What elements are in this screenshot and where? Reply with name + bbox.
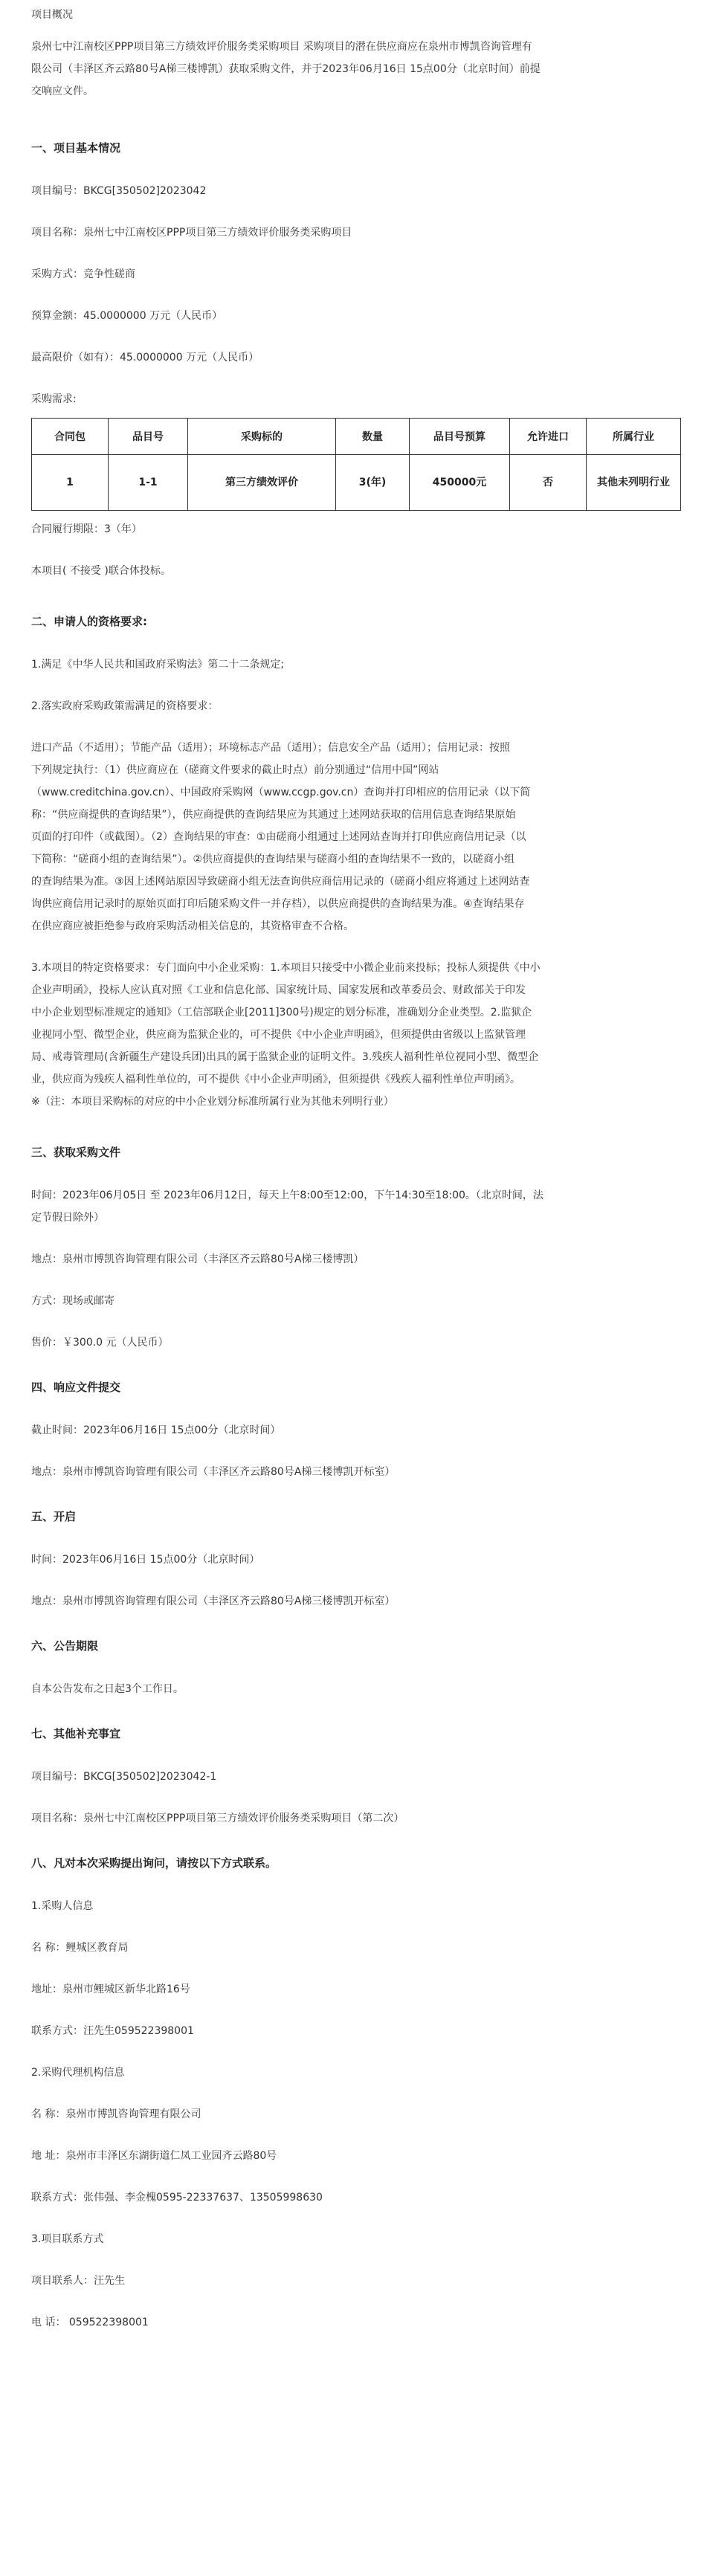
buyer-address: 地址：泉州市鲤城区新华北路16号	[31, 1983, 190, 1995]
agent-address: 地 址：泉州市丰泽区东湖街道仁凤工业园齐云路80号	[31, 2150, 277, 2162]
credit-line: 进口产品（不适用）；节能产品（适用）；环境标志产品（适用）；信息安全产品（适用）；信用记录：按照	[31, 742, 510, 754]
table-cell: 1-1	[109, 455, 188, 511]
obtain-time: 时间：2023年06月05日 至 2023年06月12日，每天上午8:00至12:00，下午14:30至18:00。（北京时间，法	[31, 1189, 543, 1201]
section-8-title: 八、凡对本次采购提出询问，请按以下方式联系。	[31, 1856, 277, 1870]
table-cell: 否	[510, 455, 587, 511]
credit-line: 下列规定执行：（1）供应商应在（磋商文件要求的截止时点）前分别通过“信用中国”网站	[31, 764, 439, 776]
project-number: 项目编号：BKCG[350502]2023042	[31, 185, 207, 197]
announcement-period: 自本公告发布之日起3个工作日。	[31, 1683, 184, 1695]
agent-name: 名 称：泉州市博凯咨询管理有限公司	[31, 2108, 201, 2120]
obtain-place: 地点：泉州市博凯咨询管理有限公司（丰泽区齐云路80号A梯三楼博凯）	[31, 1253, 364, 1265]
buyer-contact: 联系方式：汪先生059522398001	[31, 2025, 194, 2037]
sme-line: 中小企业划型标准规定的通知》（工信部联企业[2011]300号)规定的划分标准，准确划分企业类型。2.监狱企	[31, 1007, 532, 1019]
section-3-title: 三、获取采购文件	[31, 1146, 121, 1159]
sme-line: ※（注：本项目采购标的对应的中小企业划分标准所属行业为其他未列明行业）	[31, 1096, 394, 1108]
project-contact-phone: 电 话： 059522398001	[31, 2317, 149, 2328]
sme-line: 局、戒毒管理局(含新疆生产建设兵团)出具的属于监狱企业的证明文件。3.残疾人福利性单位视同小型、微型企	[31, 1051, 539, 1063]
col-header: 采购标的	[188, 419, 336, 455]
contract-term: 合同履行期限：3（年）	[31, 523, 142, 535]
credit-line: 页面的打印件（或截图）。（2）查询结果的审查：①由磋商小组通过上述网站查询并打印供应商信用记录（以	[31, 831, 526, 843]
overview-heading: 项目概况	[31, 9, 73, 21]
intro-line: 限公司（丰泽区齐云路80号A梯三楼博凯）获取采购文件，并于2023年06月16日 15点00分（北京时间）前提	[31, 63, 541, 75]
submission-deadline: 截止时间：2023年06月16日 15点00分（北京时间）	[31, 1424, 281, 1436]
qualification-2: 2.落实政府采购政策需满足的资格要求：	[31, 700, 219, 712]
max-price: 最高限价（如有）：45.0000000 万元（人民币）	[31, 352, 259, 364]
project-contact-heading: 3.项目联系方式	[31, 2233, 104, 2245]
opening-time: 时间：2023年06月16日 15点00分（北京时间）	[31, 1554, 260, 1566]
procurement-method: 采购方式：竞争性磋商	[31, 268, 135, 280]
obtain-time-cont: 定节假日除外）	[31, 1212, 104, 1224]
obtain-mode: 方式：现场或邮寄	[31, 1295, 114, 1307]
requirements-table	[31, 418, 681, 511]
consortium-note: 本项目( 不接受 )联合体投标。	[31, 565, 171, 577]
project-contact-person: 项目联系人：汪先生	[31, 2275, 125, 2287]
sme-requirement-paragraph	[31, 957, 700, 1113]
section-5-title: 五、开启	[31, 1510, 77, 1523]
section-4-title: 四、响应文件提交	[31, 1381, 121, 1394]
table-cell: 450000元	[410, 455, 510, 511]
sme-line: 业，供应商为残疾人福利性单位的，可不提供《中小企业声明函》，但须提供《残疾人福利性单位声明函》。	[31, 1074, 520, 1085]
buyer-heading: 1.采购人信息	[31, 1900, 94, 1912]
credit-line: 称：“供应商提供的查询结果”），供应商提供的查询结果应为其通过上述网站获取的信用信息查询结果原始	[31, 809, 516, 821]
intro-line: 交响应文件。	[31, 85, 94, 97]
col-header: 所属行业	[587, 419, 681, 455]
section-1-title: 一、项目基本情况	[31, 141, 121, 155]
sme-line: 3.本项目的特定资格要求：专门面向中小企业采购：1.本项目只接受中小微企业前来投标；投标人须提供《中小	[31, 962, 541, 974]
table-cell: 第三方绩效评价	[188, 455, 336, 511]
supplement-project-number: 项目编号：BKCG[350502]2023042-1	[31, 1771, 217, 1783]
intro-paragraph	[31, 36, 700, 103]
credit-line: （www.creditchina.gov.cn）、中国政府采购网（www.ccgp.gov.cn）查询并打印相应的信用记录（以下简	[31, 787, 531, 798]
table-cell: 其他未列明行业	[587, 455, 681, 511]
sme-line: 业视同小型、微型企业，供应商为监狱企业的，可不提供《中小企业声明函》，但须提供由省级以上监狱管理	[31, 1029, 526, 1041]
col-header: 允许进口	[510, 419, 587, 455]
announcement-page	[31, 0, 700, 2334]
section-7-title: 七、其他补充事宜	[31, 1727, 121, 1740]
section-2-title: 二、申请人的资格要求:	[31, 615, 147, 628]
section-6-title: 六、公告期限	[31, 1639, 99, 1653]
supplement-project-name: 项目名称：泉州七中江南校区PPP项目第三方绩效评价服务类采购项目（第二次）	[31, 1812, 404, 1824]
table-cell: 1	[32, 455, 109, 511]
buyer-name: 名 称：鲤城区教育局	[31, 1942, 129, 1954]
submission-place: 地点：泉州市博凯咨询管理有限公司（丰泽区齐云路80号A梯三楼博凯开标室）	[31, 1466, 396, 1478]
credit-line: 下简称：“磋商小组的查询结果”）。②供应商提供的查询结果与磋商小组的查询结果不一致的，以磋商小组	[31, 853, 515, 865]
credit-line: 询供应商信用记录时的原始页面打印后随采购文件一并存档），以供应商提供的查询结果为准。④查询结果存	[31, 898, 525, 910]
opening-place: 地点：泉州市博凯咨询管理有限公司（丰泽区齐云路80号A梯三楼博凯开标室）	[31, 1595, 396, 1607]
intro-line: 泉州七中江南校区PPP项目第三方绩效评价服务类采购项目 采购项目的潜在供应商应在泉州市博凯咨询管理有	[31, 41, 532, 53]
document-price: 售价：￥300.0 元（人民币）	[31, 1337, 169, 1349]
table-header-row	[32, 419, 681, 455]
requirements-label: 采购需求:	[31, 393, 77, 405]
credit-record-paragraph	[31, 737, 700, 937]
agent-heading: 2.采购代理机构信息	[31, 2067, 125, 2079]
col-header: 合同包	[32, 419, 109, 455]
table-cell: 3(年)	[336, 455, 410, 511]
sme-line: 企业声明函》，投标人应认真对照《工业和信息化部、国家统计局、国家发展和改革委员会、财政部关于印发	[31, 984, 526, 996]
credit-line: 的查询结果为准。③因上述网站原因导致磋商小组无法查询供应商信用记录的（磋商小组应将通过上述网站查	[31, 876, 530, 888]
table-row	[32, 455, 681, 511]
agent-contact: 联系方式：张伟强、李金槐0595-22337637、13505998630	[31, 2192, 323, 2204]
col-header: 品目号预算	[410, 419, 510, 455]
col-header: 品目号	[109, 419, 188, 455]
credit-line: 在供应商应被拒绝参与政府采购活动相关信息的，其资格审查不合格。	[31, 920, 354, 932]
budget-amount: 预算金额：45.0000000 万元（人民币）	[31, 310, 223, 322]
col-header: 数量	[336, 419, 410, 455]
project-name: 项目名称：泉州七中江南校区PPP项目第三方绩效评价服务类采购项目	[31, 227, 352, 239]
qualification-1: 1.满足《中华人民共和国政府采购法》第二十二条规定;	[31, 659, 285, 671]
